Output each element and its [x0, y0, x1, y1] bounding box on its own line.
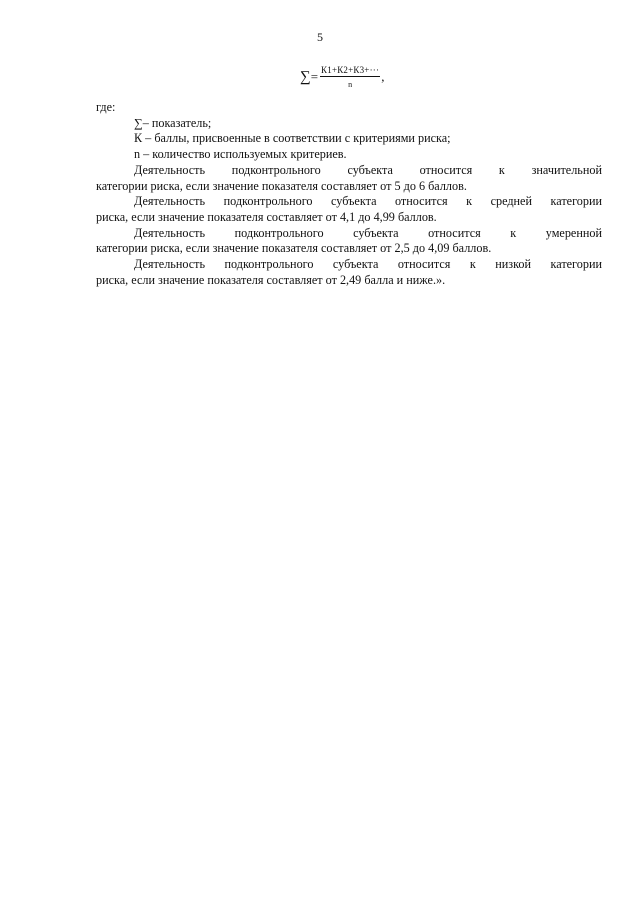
page-number: 5: [317, 30, 323, 44]
definition-n: n – количество используемых критериев.: [134, 147, 347, 162]
risk-index-formula: [300, 62, 384, 92]
formula-comma: ,: [381, 69, 385, 84]
definition-sigma: ∑– показатель;: [134, 115, 212, 130]
paragraph-moderate-risk-continuation: категории риска, если значение показателя составляет от 2,5 до 4,09 баллов.: [96, 241, 492, 256]
formula-numerator: К1+К2+К3+···: [321, 65, 380, 75]
formula-denominator: n: [348, 80, 353, 89]
definition-k: К – баллы, присвоенные в соответствии с критериями риска;: [134, 131, 451, 146]
paragraph-moderate-risk-first-line: Деятельность подконтрольного субъекта относится к умеренной: [134, 225, 602, 240]
formula-fraction: [320, 65, 380, 89]
paragraph-medium-risk-continuation: риска, если значение показателя составляет от 4,1 до 4,99 баллов.: [96, 209, 437, 224]
paragraph-significant-risk-continuation: категории риска, если значение показателя составляет от 5 до 6 баллов.: [96, 178, 467, 193]
sigma-symbol: ∑: [300, 68, 311, 85]
where-label: где:: [96, 100, 116, 114]
document-body: [96, 100, 602, 288]
paragraph-medium-risk-first-line: Деятельность подконтрольного субъекта относится к средней категории: [134, 194, 602, 209]
paragraph-low-risk-continuation: риска, если значение показателя составляет от 2,49 балла и ниже.».: [96, 272, 446, 287]
paragraph-low-risk-first-line: Деятельность подконтрольного субъекта относится к низкой категории: [134, 257, 602, 272]
equals-sign: =: [310, 69, 319, 84]
paragraph-significant-risk-first-line: Деятельность подконтрольного субъекта относится к значительной: [134, 162, 602, 177]
